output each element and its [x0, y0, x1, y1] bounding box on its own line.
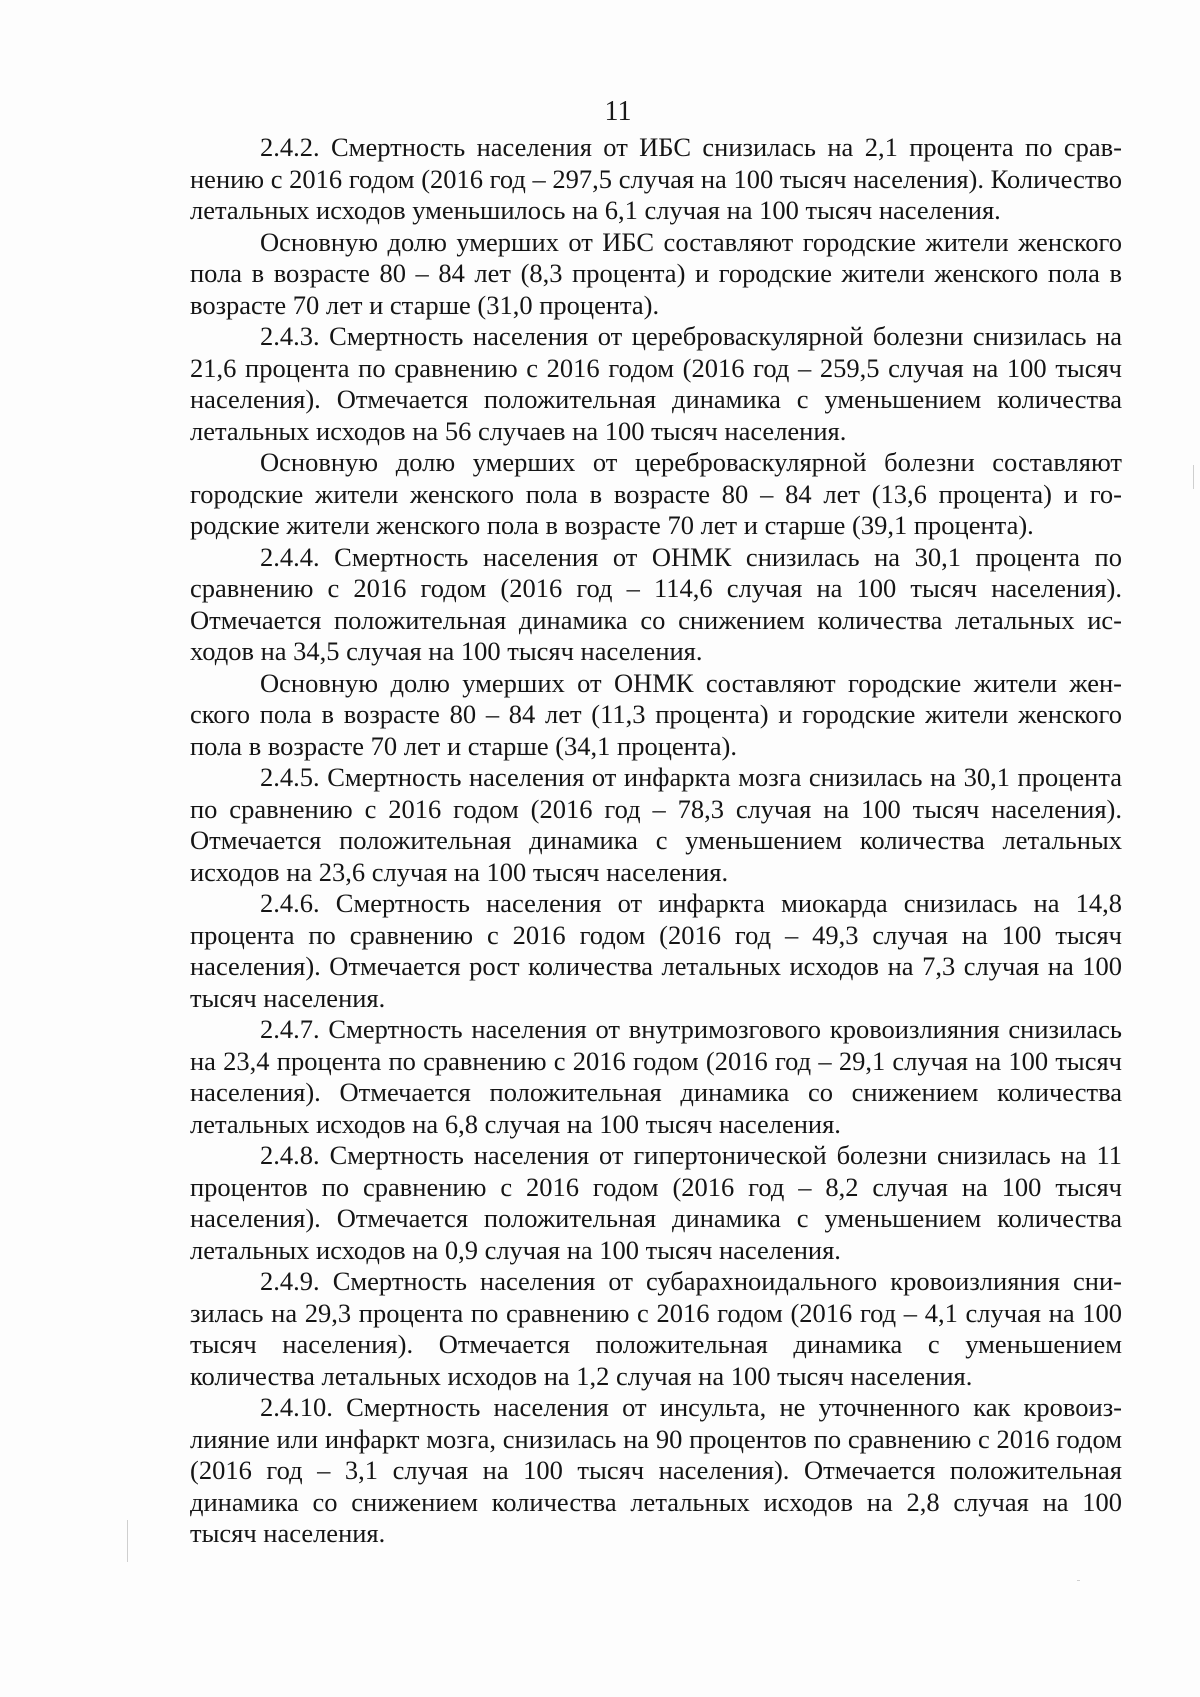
paragraph-2-4-3: 2.4.3. Смертность населения от цереброваскулярной болезни снизилась на 21,6 процента по сравнению с 2016 годом (2016 год – 259,5 случая на 100 тысяч населения). Отмечается положительная динамика с уменьшением количества летальных исходов на 56 случаев на 100 тысяч населения. — [190, 321, 1122, 446]
paragraph-2-4-8: 2.4.8. Смертность населения от гипертонической болезни снизилась на 11 процентов по сравнению с 2016 годом (2016 год – 8,2 случая на 100 тысяч населения). Отмечается положительная динамика с уменьшением количества летальных исходов на 0,9 случая на 100 тысяч населения. — [190, 1140, 1122, 1265]
scan-artifact-right-bottom — [1077, 1580, 1080, 1581]
paragraph-2-4-7: 2.4.7. Смертность населения от внутримозгового кровоизлияния снизилась на 23,4 процента по сравнению с 2016 годом (2016 год – 29,1 случая на 100 тысяч населения). Отмечается положительная динамика со снижением количества летальных исходов на 6,8 случая на 100 тысяч населения. — [190, 1014, 1122, 1139]
paragraph-2-4-4: 2.4.4. Смертность населения от ОНМК снизилась на 30,1 процента по сравнению с 2016 годом (2016 год – 114,6 случая на 100 тысяч населения). Отмечается положительная динамика со снижением количества летальных исходов на 34,5 случая на 100 тысяч населения. — [190, 541, 1122, 666]
paragraph-ibs-share: Основную долю умерших от ИБС составляют городские жители женского пола в возрасте 80 – 84 лет (8,3 процента) и городские жители женского пола в возрасте 70 лет и старше (31,0 процента). — [190, 226, 1122, 320]
paragraph-onmk-share: Основную долю умерших от ОНМК составляют городские жители женского пола в возрасте 80 – 84 лет (11,3 процента) и городские жители женского пола в возрасте 70 лет и старше (34,1 процента). — [190, 667, 1122, 761]
document-body — [190, 132, 1122, 1550]
paragraph-2-4-5: 2.4.5. Смертность населения от инфаркта мозга снизилась на 30,1 процента по сравнению с 2016 годом (2016 год – 78,3 случая на 100 тысяч населения). Отмечается положительная динамика с уменьшением количества летальных исходов на 23,6 случая на 100 тысяч населения. — [190, 762, 1122, 887]
paragraph-2-4-9: 2.4.9. Смертность населения от субарахноидального кровоизлияния снизилась на 29,3 процента по сравнению с 2016 годом (2016 год – 4,1 случая на 100 тысяч населения). Отмечается положительная динамика с уменьшением количества летальных исходов на 1,2 случая на 100 тысяч населения. — [190, 1266, 1122, 1391]
scan-artifact-left — [127, 1520, 128, 1562]
paragraph-cerebrovascular-share: Основную долю умерших от цереброваскулярной болезни составляют городские жители женского пола в возрасте 80 – 84 лет (13,6 процента) и городские жители женского пола в возрасте 70 лет и старше (39,1 процента). — [190, 447, 1122, 540]
page-number: 11 — [604, 96, 632, 127]
paragraph-2-4-2: 2.4.2. Смертность населения от ИБС снизилась на 2,1 процента по сравнению с 2016 годом (2016 год – 297,5 случая на 100 тысяч населения). Количество летальных исходов уменьшилось на 6,1 случая на 100 тысяч населения. — [190, 132, 1122, 225]
paragraph-2-4-10: 2.4.10. Смертность населения от инсульта, не уточненного как кровоизлияние или инфаркт мозга, снизилась на 90 процентов по сравнению с 2016 годом (2016 год – 3,1 случая на 100 тысяч населения). Отмечается положительная динамика со снижением количества летальных исходов на 2,8 случая на 100 тысяч населения. — [190, 1392, 1122, 1548]
paragraph-2-4-6: 2.4.6. Смертность населения от инфаркта миокарда снизилась на 14,8 процента по сравнению с 2016 годом (2016 год – 49,3 случая на 100 тысяч населения). Отмечается рост количества летальных исходов на 7,3 случая на 100 тысяч населения. — [190, 888, 1122, 1013]
scan-artifact-right-top — [1193, 465, 1194, 489]
